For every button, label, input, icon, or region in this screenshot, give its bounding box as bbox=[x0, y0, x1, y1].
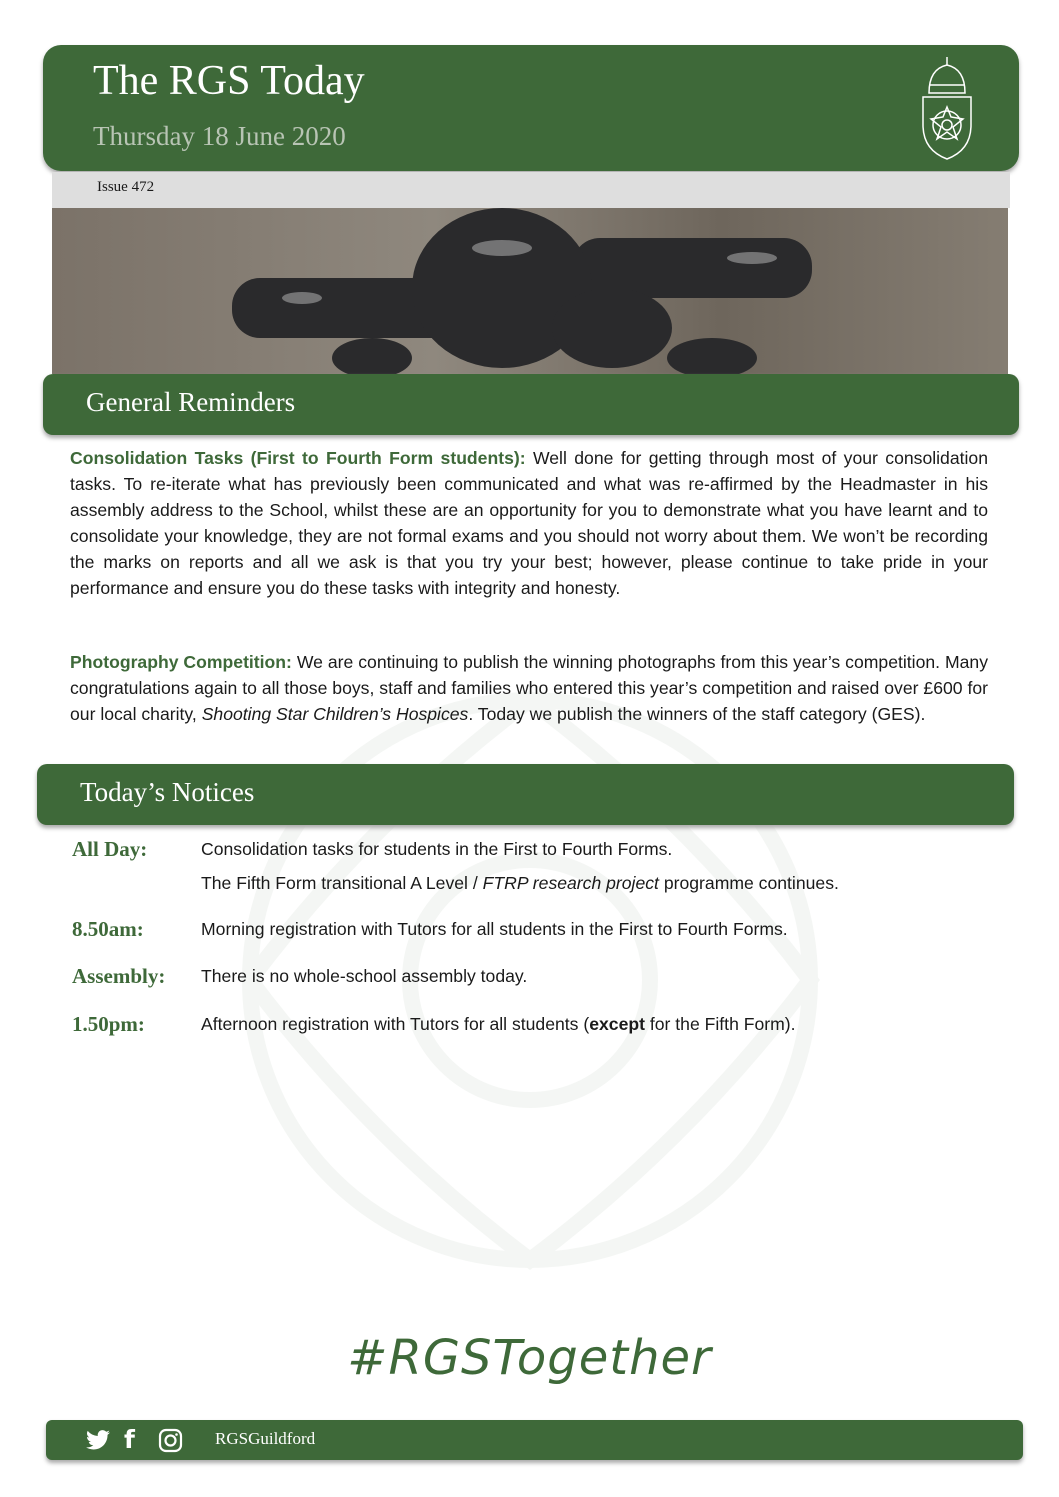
facebook-icon[interactable]: f bbox=[124, 1425, 135, 1454]
paragraph-text: . Today we publish the winners of the staff category (GES). bbox=[468, 704, 926, 724]
paragraph-text: Well done for getting through most of your consolidation tasks. To re-iterate what has previously been communicated and what was re-affirmed by the Headmaster in his assembly address to the School, whilst these are an opportunity for you to demonstrate what you have learnt and to consolidate your knowledge, they are not formal exams and you should not worry about them. We won’t be recording the marks on reports and all we ask is that you try your best; however, please continue to take pride in your performance and ensure you do these tasks with integrity and honesty. bbox=[70, 448, 988, 598]
newsletter-date: Thursday 18 June 2020 bbox=[93, 121, 346, 151]
section-header-todays-notices: Today’s Notices bbox=[37, 764, 1014, 825]
paragraph-text: We are continuing to publish the winning photographs from this year’s competition. Many congratulations again to all those boys, staff and families who entered this year’s competition and raised over £600 for our local charity, bbox=[70, 652, 989, 724]
issue-number: Issue 472 bbox=[52, 172, 1010, 208]
notice-text: There is no whole-school assembly today. bbox=[201, 966, 528, 986]
social-handle[interactable]: RGSGuildford bbox=[215, 1429, 316, 1448]
photography-competition-paragraph bbox=[70, 649, 988, 727]
paragraph-lead: Photography Competition: bbox=[70, 652, 292, 672]
charity-name: Shooting Star Children’s Hospices bbox=[201, 704, 469, 724]
notice-text: Consolidation tasks for students in the First to Fourth Forms. bbox=[201, 839, 673, 859]
notice-text: Afternoon registration with Tutors for all students (except for the Fifth Form). bbox=[201, 1014, 796, 1034]
notice-time: Assembly: bbox=[72, 964, 166, 988]
instagram-icon[interactable] bbox=[158, 1428, 183, 1453]
footer-bar bbox=[46, 1420, 1023, 1460]
school-crest-icon bbox=[915, 55, 979, 163]
notice-text: Morning registration with Tutors for all students in the First to Fourth Forms. bbox=[201, 919, 788, 939]
section-header-general-reminders: General Reminders bbox=[43, 374, 1019, 435]
paragraph-lead: Consolidation Tasks (First to Fourth Form students): bbox=[70, 448, 526, 468]
notice-time: 1.50pm: bbox=[72, 1012, 145, 1036]
masthead bbox=[43, 45, 1019, 171]
notice-time: 8.50am: bbox=[72, 917, 144, 941]
consolidation-tasks-paragraph bbox=[70, 445, 988, 601]
newsletter-title: The RGS Today bbox=[93, 58, 365, 104]
hashtag: #RGSTogether bbox=[347, 1330, 712, 1386]
notice-time: All Day: bbox=[72, 837, 148, 861]
notice-text: The Fifth Form transitional A Level / FTRP research project programme continues. bbox=[201, 873, 839, 893]
twitter-icon[interactable] bbox=[86, 1430, 110, 1450]
header-photo bbox=[52, 208, 1008, 374]
